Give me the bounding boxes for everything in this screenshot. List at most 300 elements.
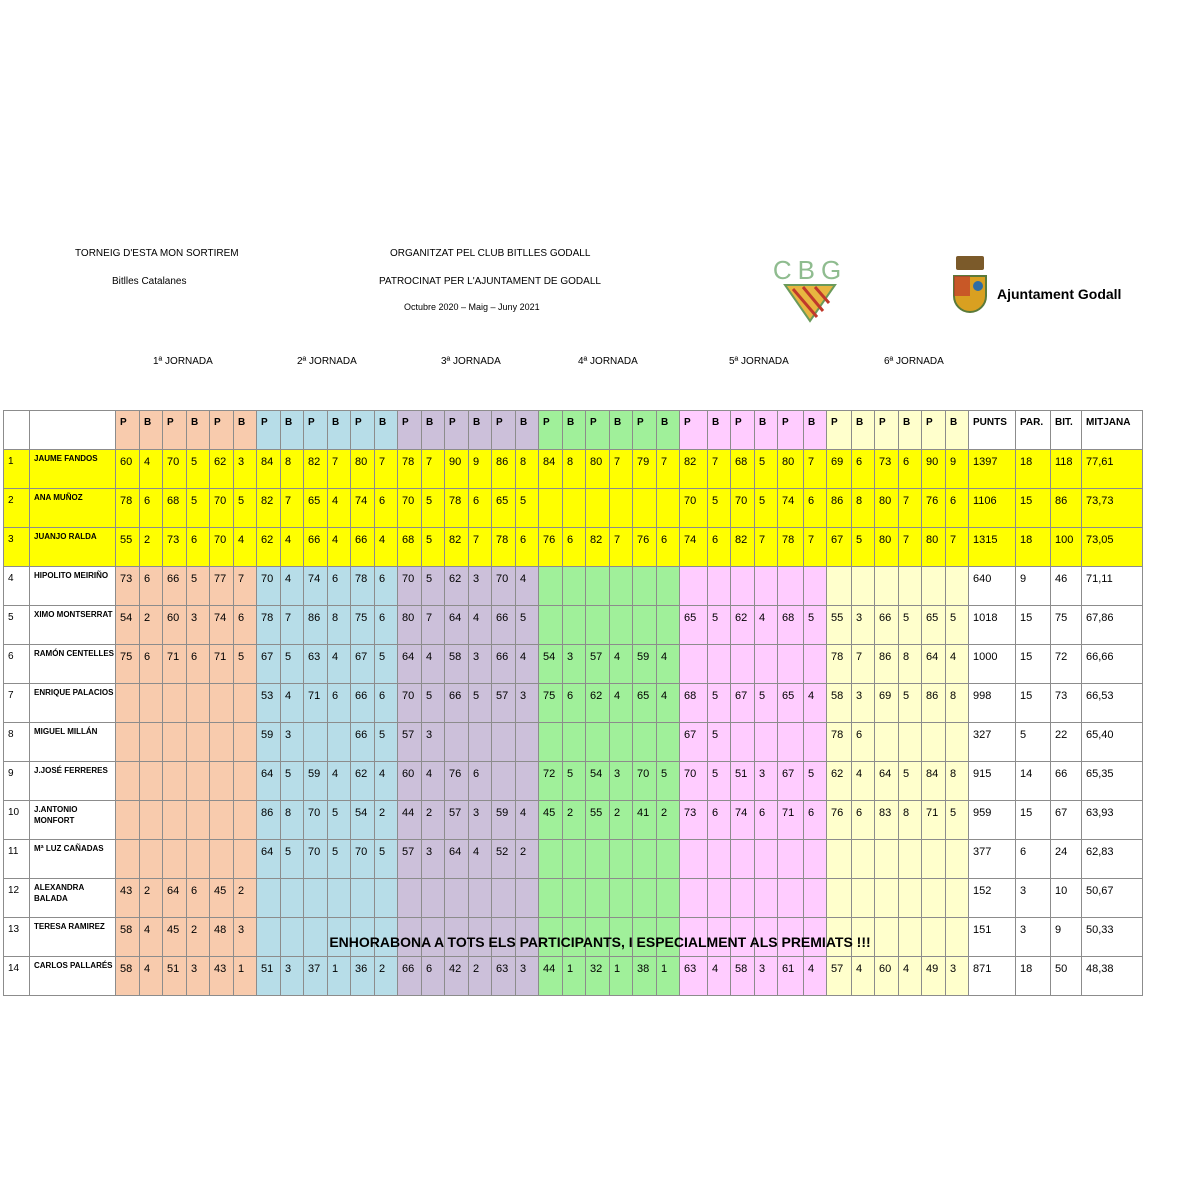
bitlles-cell: 6	[187, 528, 210, 567]
bitlles-cell: 7	[804, 528, 827, 567]
bitlles-cell: 3	[563, 645, 586, 684]
bitlles-cell: 8	[899, 801, 922, 840]
points-cell: 65	[633, 684, 657, 723]
points-cell: 76	[539, 528, 563, 567]
points-cell	[116, 840, 140, 879]
bitlles-cell: 8	[516, 450, 539, 489]
points-cell: 36	[351, 957, 375, 996]
points-cell: 73	[680, 801, 708, 840]
points-cell: 62	[445, 567, 469, 606]
bit-cell: 73	[1051, 684, 1082, 723]
bitlles-cell	[804, 645, 827, 684]
header-points: P	[445, 411, 469, 450]
bitlles-cell	[610, 606, 633, 645]
rank-cell: 6	[4, 645, 30, 684]
points-cell: 62	[351, 762, 375, 801]
table-row	[4, 684, 1143, 723]
points-cell: 70	[680, 762, 708, 801]
table-row	[4, 567, 1143, 606]
points-cell	[539, 567, 563, 606]
points-cell	[116, 684, 140, 723]
points-cell: 70	[398, 567, 422, 606]
points-cell: 62	[827, 762, 852, 801]
bitlles-cell: 3	[422, 723, 445, 762]
points-cell	[875, 840, 899, 879]
bitlles-cell	[516, 723, 539, 762]
bitlles-cell: 5	[708, 762, 731, 801]
bitlles-cell: 2	[610, 801, 633, 840]
points-cell	[539, 606, 563, 645]
bitlles-cell	[899, 723, 922, 762]
bitlles-cell	[755, 840, 778, 879]
points-cell: 80	[398, 606, 422, 645]
bitlles-cell: 4	[657, 645, 680, 684]
points-cell: 66	[351, 723, 375, 762]
bitlles-cell	[899, 879, 922, 918]
points-cell: 74	[778, 489, 804, 528]
congratulations-message: ENHORABONA A TOTS ELS PARTICIPANTS, I ESPECIALMENT ALS PREMIATS !!!	[329, 934, 871, 950]
points-cell: 67	[731, 684, 755, 723]
bitlles-cell: 1	[328, 957, 351, 996]
bitlles-cell: 7	[422, 450, 445, 489]
points-cell: 60	[163, 606, 187, 645]
bit-cell: 9	[1051, 918, 1082, 957]
points-cell	[116, 723, 140, 762]
points-cell	[680, 567, 708, 606]
points-cell	[210, 684, 234, 723]
bitlles-cell: 5	[187, 489, 210, 528]
bitlles-cell	[755, 879, 778, 918]
points-cell: 61	[778, 957, 804, 996]
header-bitlles: B	[755, 411, 778, 450]
points-cell	[492, 723, 516, 762]
bitlles-cell: 6	[852, 723, 875, 762]
player-name: JUANJO RALDA	[30, 528, 116, 567]
mitjana-cell: 50,67	[1082, 879, 1143, 918]
table-row	[4, 450, 1143, 489]
rank-cell: 4	[4, 567, 30, 606]
points-cell	[633, 567, 657, 606]
points-cell: 78	[492, 528, 516, 567]
bitlles-cell	[140, 684, 163, 723]
points-cell: 51	[257, 957, 281, 996]
points-cell	[304, 723, 328, 762]
player-name: JAUME FANDOS	[30, 450, 116, 489]
bitlles-cell: 4	[422, 645, 445, 684]
bitlles-cell: 5	[375, 645, 398, 684]
punts-cell: 151	[969, 918, 1016, 957]
bitlles-cell: 4	[852, 762, 875, 801]
points-cell: 57	[398, 723, 422, 762]
points-cell: 65	[778, 684, 804, 723]
bitlles-cell	[187, 801, 210, 840]
table-row	[4, 840, 1143, 879]
points-cell: 84	[539, 450, 563, 489]
bitlles-cell: 5	[899, 762, 922, 801]
bitlles-cell: 6	[946, 489, 969, 528]
bitlles-cell: 4	[899, 957, 922, 996]
points-cell	[922, 723, 946, 762]
mitjana-cell: 73,05	[1082, 528, 1143, 567]
bitlles-cell: 6	[234, 606, 257, 645]
points-cell: 74	[304, 567, 328, 606]
header-points: P	[778, 411, 804, 450]
points-cell: 63	[304, 645, 328, 684]
points-cell: 66	[304, 528, 328, 567]
points-cell: 78	[778, 528, 804, 567]
bitlles-cell: 2	[234, 879, 257, 918]
points-cell: 70	[210, 528, 234, 567]
mitjana-cell: 63,93	[1082, 801, 1143, 840]
bitlles-cell: 7	[281, 489, 304, 528]
points-cell: 54	[351, 801, 375, 840]
points-cell	[163, 840, 187, 879]
bitlles-cell	[563, 567, 586, 606]
points-cell: 80	[351, 450, 375, 489]
points-cell	[492, 879, 516, 918]
points-cell: 70	[304, 840, 328, 879]
points-cell	[633, 489, 657, 528]
points-cell: 59	[633, 645, 657, 684]
bitlles-cell: 2	[375, 801, 398, 840]
points-cell: 62	[731, 606, 755, 645]
bitlles-cell	[946, 840, 969, 879]
points-cell: 51	[163, 957, 187, 996]
header-points: P	[827, 411, 852, 450]
bitlles-cell: 3	[516, 684, 539, 723]
header-bitlles: B	[852, 411, 875, 450]
points-cell: 70	[210, 489, 234, 528]
points-cell: 42	[445, 957, 469, 996]
bitlles-cell	[610, 567, 633, 606]
points-cell: 78	[827, 645, 852, 684]
header-bitlles: B	[516, 411, 539, 450]
points-cell: 86	[492, 450, 516, 489]
mitjana-cell: 48,38	[1082, 957, 1143, 996]
points-cell	[922, 879, 946, 918]
header-bitlles: B	[140, 411, 163, 450]
points-cell: 54	[116, 606, 140, 645]
points-cell: 70	[351, 840, 375, 879]
header-points: P	[210, 411, 234, 450]
points-cell	[875, 567, 899, 606]
rank-cell: 7	[4, 684, 30, 723]
points-cell: 86	[875, 645, 899, 684]
points-cell	[731, 840, 755, 879]
header-points: P	[875, 411, 899, 450]
bitlles-cell: 5	[708, 606, 731, 645]
bitlles-cell	[234, 840, 257, 879]
mitjana-cell: 67,86	[1082, 606, 1143, 645]
points-cell: 78	[257, 606, 281, 645]
bitlles-cell: 3	[234, 450, 257, 489]
points-cell: 68	[731, 450, 755, 489]
bitlles-cell: 7	[610, 528, 633, 567]
punts-cell: 1018	[969, 606, 1016, 645]
table-row	[4, 762, 1143, 801]
points-cell	[731, 645, 755, 684]
player-name: TERESA RAMIREZ	[30, 918, 116, 957]
points-cell: 44	[539, 957, 563, 996]
points-cell: 76	[922, 489, 946, 528]
bitlles-cell: 8	[328, 606, 351, 645]
header-bitlles: B	[804, 411, 827, 450]
bitlles-cell: 7	[899, 528, 922, 567]
bitlles-cell	[563, 840, 586, 879]
points-cell: 54	[586, 762, 610, 801]
points-cell: 72	[539, 762, 563, 801]
bitlles-cell: 2	[140, 606, 163, 645]
bitlles-cell	[708, 645, 731, 684]
punts-cell: 871	[969, 957, 1016, 996]
points-cell: 74	[351, 489, 375, 528]
points-cell: 45	[539, 801, 563, 840]
bitlles-cell: 9	[946, 450, 969, 489]
header-bitlles: B	[657, 411, 680, 450]
bitlles-cell: 4	[657, 684, 680, 723]
table-row	[4, 606, 1143, 645]
par-cell: 15	[1016, 801, 1051, 840]
points-cell	[586, 723, 610, 762]
points-cell: 70	[398, 684, 422, 723]
bitlles-cell: 3	[852, 606, 875, 645]
bitlles-cell: 4	[328, 489, 351, 528]
points-cell: 58	[731, 957, 755, 996]
player-name: J.JOSÉ FERRERES	[30, 762, 116, 801]
points-cell: 73	[163, 528, 187, 567]
bitlles-cell: 4	[516, 567, 539, 606]
bitlles-cell	[657, 567, 680, 606]
points-cell: 67	[778, 762, 804, 801]
header-points: P	[680, 411, 708, 450]
bitlles-cell: 6	[804, 801, 827, 840]
punts-cell: 1106	[969, 489, 1016, 528]
bitlles-cell: 1	[234, 957, 257, 996]
bitlles-cell: 7	[899, 489, 922, 528]
rank-cell: 10	[4, 801, 30, 840]
bitlles-cell: 5	[187, 450, 210, 489]
bitlles-cell	[234, 762, 257, 801]
points-cell	[445, 879, 469, 918]
header-points: P	[351, 411, 375, 450]
header-points: P	[163, 411, 187, 450]
points-cell	[163, 762, 187, 801]
points-cell	[351, 879, 375, 918]
par-cell: 15	[1016, 645, 1051, 684]
bitlles-cell: 1	[563, 957, 586, 996]
header-blank	[30, 411, 116, 450]
points-cell	[633, 723, 657, 762]
points-cell: 43	[210, 957, 234, 996]
bitlles-cell: 5	[469, 684, 492, 723]
points-cell: 68	[163, 489, 187, 528]
bitlles-cell	[804, 567, 827, 606]
points-cell: 68	[398, 528, 422, 567]
points-cell: 51	[731, 762, 755, 801]
points-cell: 74	[680, 528, 708, 567]
points-cell	[922, 567, 946, 606]
bitlles-cell: 6	[328, 684, 351, 723]
points-cell: 44	[398, 801, 422, 840]
bitlles-cell: 5	[708, 489, 731, 528]
points-cell: 68	[778, 606, 804, 645]
points-cell: 74	[731, 801, 755, 840]
par-cell: 18	[1016, 450, 1051, 489]
points-cell	[680, 645, 708, 684]
par-cell: 14	[1016, 762, 1051, 801]
table-row	[4, 879, 1143, 918]
bitlles-cell: 4	[610, 684, 633, 723]
bit-cell: 67	[1051, 801, 1082, 840]
points-cell	[827, 879, 852, 918]
city-council-name: Ajuntament Godall	[997, 286, 1122, 302]
points-cell: 80	[778, 450, 804, 489]
points-cell: 49	[922, 957, 946, 996]
sponsor-text: PATROCINAT PER L'AJUNTAMENT DE GODALL	[379, 276, 601, 287]
bitlles-cell	[234, 684, 257, 723]
header-bitlles: B	[899, 411, 922, 450]
bitlles-cell: 4	[755, 606, 778, 645]
bitlles-cell: 7	[234, 567, 257, 606]
bitlles-cell: 3	[755, 957, 778, 996]
points-cell: 62	[210, 450, 234, 489]
points-cell: 64	[445, 840, 469, 879]
player-name: ENRIQUE PALACIOS	[30, 684, 116, 723]
bitlles-cell	[755, 567, 778, 606]
mitjana-cell: 77,61	[1082, 450, 1143, 489]
points-cell: 59	[492, 801, 516, 840]
bitlles-cell: 7	[328, 450, 351, 489]
header-points: P	[586, 411, 610, 450]
bitlles-cell: 5	[516, 489, 539, 528]
bit-cell: 22	[1051, 723, 1082, 762]
points-cell: 62	[257, 528, 281, 567]
points-cell: 38	[633, 957, 657, 996]
bitlles-cell: 5	[563, 762, 586, 801]
header-bitlles: B	[328, 411, 351, 450]
points-cell: 74	[210, 606, 234, 645]
points-cell: 75	[116, 645, 140, 684]
bitlles-cell: 7	[755, 528, 778, 567]
header-points: P	[257, 411, 281, 450]
tournament-title: TORNEIG D'ESTA MON SORTIREM	[75, 248, 239, 259]
bitlles-cell	[610, 489, 633, 528]
header-bitlles: B	[946, 411, 969, 450]
bitlles-cell	[946, 879, 969, 918]
bitlles-cell: 3	[469, 567, 492, 606]
points-cell: 68	[680, 684, 708, 723]
bitlles-cell: 4	[708, 957, 731, 996]
bitlles-cell	[422, 879, 445, 918]
player-name: XIMO MONTSERRAT	[30, 606, 116, 645]
points-cell: 82	[586, 528, 610, 567]
points-cell: 67	[351, 645, 375, 684]
header-bitlles: B	[187, 411, 210, 450]
par-cell: 6	[1016, 840, 1051, 879]
points-cell: 63	[492, 957, 516, 996]
points-cell: 63	[680, 957, 708, 996]
header-punts: PUNTS	[969, 411, 1016, 450]
bitlles-cell	[563, 606, 586, 645]
points-cell: 70	[257, 567, 281, 606]
header-points: P	[633, 411, 657, 450]
header-points: P	[304, 411, 328, 450]
bitlles-cell	[469, 723, 492, 762]
bitlles-cell: 5	[234, 489, 257, 528]
player-name: ANA MUÑOZ	[30, 489, 116, 528]
bitlles-cell: 5	[187, 567, 210, 606]
points-cell: 84	[257, 450, 281, 489]
bitlles-cell: 6	[804, 489, 827, 528]
table-row	[4, 489, 1143, 528]
bitlles-cell: 4	[804, 957, 827, 996]
bitlles-cell: 7	[708, 450, 731, 489]
bitlles-cell	[234, 723, 257, 762]
player-name: J.ANTONIO MONFORT	[30, 801, 116, 840]
bitlles-cell: 4	[234, 528, 257, 567]
points-cell: 64	[163, 879, 187, 918]
points-cell: 65	[304, 489, 328, 528]
table-row	[4, 645, 1143, 684]
bitlles-cell: 4	[804, 684, 827, 723]
points-cell	[539, 489, 563, 528]
points-cell: 76	[827, 801, 852, 840]
bitlles-cell: 4	[281, 528, 304, 567]
points-cell: 80	[586, 450, 610, 489]
points-cell: 86	[827, 489, 852, 528]
bitlles-cell: 6	[140, 645, 163, 684]
bitlles-cell: 5	[899, 684, 922, 723]
jornada-label-1: 1ª JORNADA	[153, 356, 213, 367]
points-cell: 55	[827, 606, 852, 645]
points-cell	[922, 840, 946, 879]
header-mitjana: MITJANA	[1082, 411, 1143, 450]
bitlles-cell: 7	[946, 528, 969, 567]
header-points: P	[731, 411, 755, 450]
points-cell: 54	[539, 645, 563, 684]
bitlles-cell: 7	[469, 528, 492, 567]
bitlles-cell	[899, 567, 922, 606]
bitlles-cell: 5	[708, 723, 731, 762]
points-cell	[875, 879, 899, 918]
points-cell: 66	[351, 684, 375, 723]
bitlles-cell	[563, 879, 586, 918]
bitlles-cell	[657, 840, 680, 879]
bitlles-cell: 4	[328, 762, 351, 801]
rank-cell: 9	[4, 762, 30, 801]
table-row	[4, 801, 1143, 840]
points-cell	[116, 762, 140, 801]
bitlles-cell	[755, 723, 778, 762]
bitlles-cell: 5	[234, 645, 257, 684]
bitlles-cell: 2	[422, 801, 445, 840]
bitlles-cell: 5	[328, 801, 351, 840]
rank-cell: 2	[4, 489, 30, 528]
bitlles-cell: 4	[422, 762, 445, 801]
player-name: MIGUEL MILLÁN	[30, 723, 116, 762]
points-cell: 76	[633, 528, 657, 567]
points-cell: 82	[304, 450, 328, 489]
bitlles-cell	[657, 723, 680, 762]
coat-of-arms-icon	[948, 254, 992, 318]
points-cell: 71	[304, 684, 328, 723]
rank-cell: 8	[4, 723, 30, 762]
points-cell: 75	[351, 606, 375, 645]
bitlles-cell: 7	[422, 606, 445, 645]
club-logo	[765, 255, 855, 325]
points-cell	[539, 879, 563, 918]
points-cell: 60	[116, 450, 140, 489]
